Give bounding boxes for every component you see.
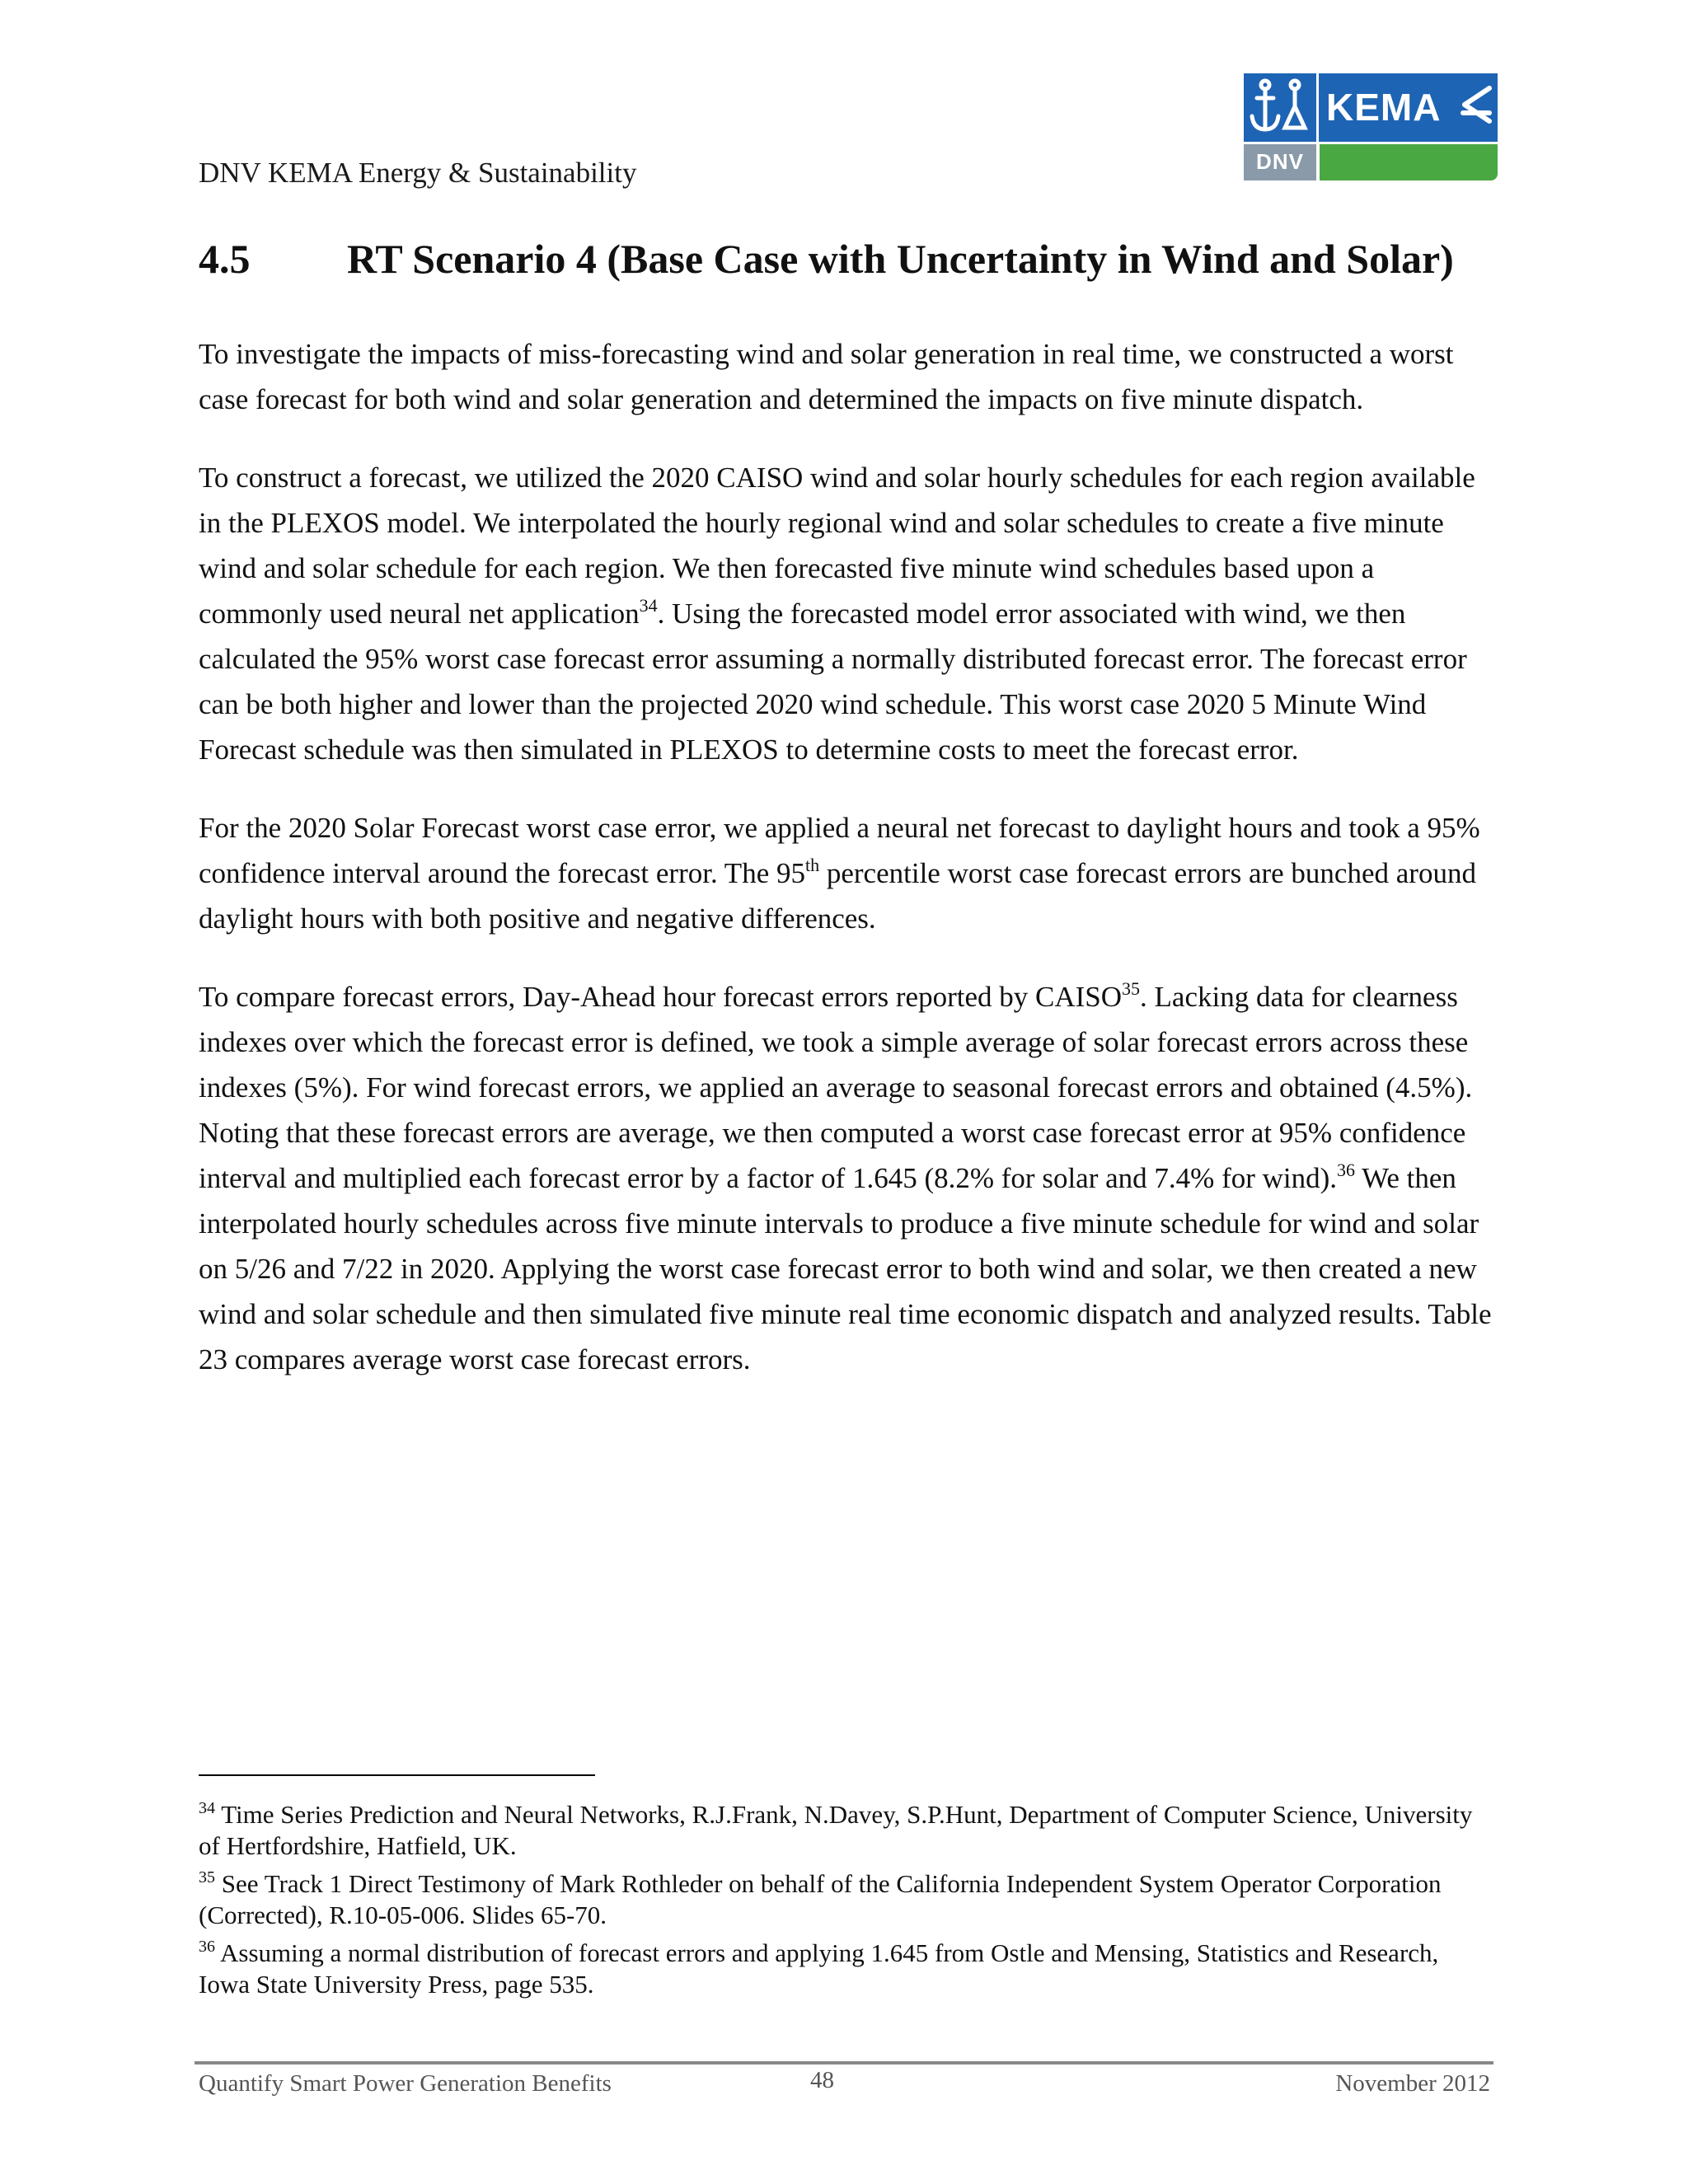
footer-rule (195, 2061, 1493, 2064)
paragraph-3 (199, 805, 1501, 941)
footnote-separator (199, 1774, 595, 1776)
kema-dnv-logo (1244, 73, 1498, 180)
footnote-text: Time Series Prediction and Neural Networks, R.J.Frank, N.Davey, S.P.Hunt, Department of Computer Science, University of Hertfordshire, Hatfield, UK. (199, 1800, 1473, 1860)
paragraph-1: To investigate the impacts of miss-forecasting wind and solar generation in real time, we constructed a worst case forecast for both wind and solar generation and determined the impacts on five minute dispatch. (199, 338, 1454, 415)
logo-green-band (1320, 144, 1498, 180)
footnote-ref-35[interactable]: 35 (1122, 978, 1141, 999)
paragraph-4-text: To compare forecast errors, Day-Ahead hour forecast errors reported by CAISO (199, 981, 1123, 1013)
paragraph-3-text: For the 2020 Solar Forecast worst case error, we applied a neural net forecast to daylight hours and took a 95% confidence interval around the forecast error. The 95 (199, 812, 1480, 889)
footer-page-number: 48 (810, 2067, 834, 2093)
kema-mark-icon (1460, 85, 1493, 135)
paragraph-2-text-cont: . Using the forecasted model error associated with wind, we then calculated the 95% worst case forecast error assuming a normally distributed forecast error. The forecast error can be both higher and lower than the projected 2020 wind schedule. This worst case 2020 5 Minute Wind Forecast schedule was then simulated in PLEXOS to determine costs to meet the forecast error. (199, 598, 1467, 766)
paragraph-2 (199, 455, 1501, 772)
logo-dnv-text: DNV (1256, 149, 1304, 174)
section-title: RT Scenario 4 (Base Case with Uncertainty in Wind and Solar) (347, 236, 1454, 282)
footer-date: November 2012 (1335, 2070, 1490, 2097)
paragraph-4-text-end: We then interpolated hourly schedules across five minute intervals to produce a five minute schedule for wind and solar on 5/26 and 7/22 in 2020. Applying the worst case forecast error to both wind and solar, we then created a new wind and solar schedule and then simulated five minute real time economic dispatch and analyzed results. Table 23 compares average worst case forecast errors. (199, 1162, 1492, 1376)
anchor-emblem-icon (1244, 73, 1319, 142)
section-number: 4.5 (199, 236, 251, 282)
body-text (199, 331, 1501, 1415)
footnotes (199, 1799, 1484, 2007)
footnote-36 (199, 1938, 1484, 2000)
section-heading (199, 235, 1454, 283)
footnote-number: 35 (199, 1868, 215, 1886)
footnote-35 (199, 1868, 1484, 1931)
footnote-text: See Track 1 Direct Testimony of Mark Rothleder on behalf of the California Independent System Operator Corporation (Corrected), R.10-05-006. Slides 65-70. (199, 1869, 1442, 1929)
ordinal-suffix: th (804, 855, 820, 875)
footnote-ref-36[interactable]: 36 (1337, 1160, 1356, 1180)
footnote-text: Assuming a normal distribution of forecast errors and applying 1.645 from Ostle and Mensing, Statistics and Research, Iowa State University Press, page 535. (199, 1938, 1439, 1999)
footnote-number: 34 (199, 1799, 215, 1817)
footnote-34 (199, 1799, 1484, 1862)
paragraph-3-text-cont: percentile worst case forecast errors are bunched around daylight hours with both positive and negative differences. (199, 857, 1476, 935)
logo-wordmark: KEMA (1326, 86, 1442, 129)
footnote-number: 36 (199, 1938, 215, 1956)
footnote-ref-34[interactable]: 34 (639, 595, 658, 616)
paragraph-4-text-cont: . Lacking data for clearness indexes over which the forecast error is defined, we took a simple average of solar forecast errors across these indexes (5%). For wind forecast errors, we applied an average to seasonal forecast errors and obtained (4.5%). Noting that these forecast errors are average, we then computed a worst case forecast error at 95% confidence interval and multiplied each forecast error by a factor of 1.645 (8.2% for solar and 7.4% for wind). (199, 981, 1473, 1194)
header-org-name: DNV KEMA Energy & Sustainability (199, 157, 637, 189)
footer-report-title: Quantify Smart Power Generation Benefits (199, 2070, 612, 2097)
paragraph-2-text: To construct a forecast, we utilized the 2020 CAISO wind and solar hourly schedules for each region available in the PLEXOS model. We interpolated the hourly regional wind and solar schedules to create a five minute wind and solar schedule for each region. We then forecasted five minute wind schedules based upon a commonly used neural net application (199, 462, 1475, 630)
paragraph-4 (199, 974, 1501, 1382)
